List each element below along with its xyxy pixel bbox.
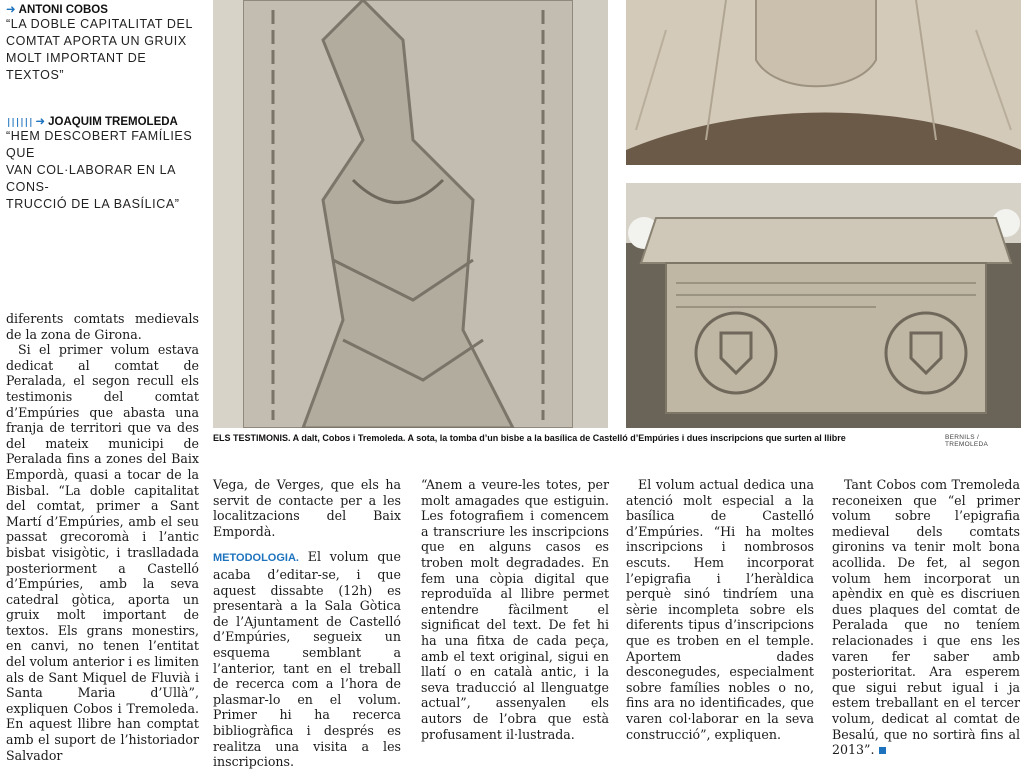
paragraph: “Anem a veure-les totes, per molt amagades que estiguin. Les fotografiem i comencem a transcriure les inscripcions que en alguns casos es troben molt degradades. En fem una còpia digital que reproduïda al llibre permet entendre fàcilment el significat del text. De fet hi ha una fitxa de cada peça, amb el text original, sigui en llatí o en català antic, i la seva traducció al llenguatge actual”, assenyalen els autors de l’obra que està profusament il·lustrada. <box>421 477 609 742</box>
arch-drawing <box>626 0 1021 165</box>
article-column-1 <box>6 311 199 763</box>
quote-tremoleda <box>6 114 206 213</box>
arrow-right-icon: ➜ <box>35 116 46 128</box>
article-column-4 <box>626 477 814 742</box>
dotted-lines-icon: |||||| <box>6 118 33 128</box>
paragraph: METODOLOGIA. El volum que acaba d’editar-se, i que aquest dissabte (12h) es presentarà a la Sala Gòtica de l’Ajuntament de Castelló d’Empúries, segueix un esquema semblant a l’anterior, tant en el treball de recerca com a l’hora de plasmar-lo en el volum. Primer hi ha recerca bibliogràfica i després es realitza una visita a les inscripcions. <box>213 549 401 770</box>
article-column-2 <box>213 477 401 770</box>
quote-text: “LA DOBLE CAPITALITAT DEL COMTAT APORTA UN GRUIX MOLT IMPORTANT DE TEXTOS” <box>6 17 194 82</box>
quote-author: JOAQUIM TREMOLEDA <box>48 116 178 128</box>
paragraph: Vega, de Verges, que els ha servit de contacte per a les localitzacions del Baix Empordà. <box>213 477 401 539</box>
tomb-bishop-photo <box>213 0 608 428</box>
square-icon <box>879 747 886 754</box>
article-column-3 <box>421 477 609 742</box>
quote-author: ANTONI COBOS <box>18 4 108 16</box>
photo-credit: BERNILS / TREMOLEDA <box>945 434 989 448</box>
arch-inscription-photo <box>626 0 1021 165</box>
sarcophagus-drawing <box>626 183 1021 428</box>
paragraph: Si el primer volum estava dedicat al comtat de Peralada, el segon recull els testimonis del comtat d’Empúries que abasta una franja de territori que va des del mateix municipi de Peralada fins a zones del Baix Empordà, quasi a tocar de la Bisbal. “La doble capitalitat del comtat, primer a Sant Martí d’Empúries, amb el seu passat grecoromà i l’antic bisbat visigòtic, i traslladada posteriorment a Castelló d’Empúries, amb la seva catedral gòtica, aporta un gruix molt important de textos. Els grans monestirs, en canvi, no tenen l’entitat del volum anterior i es limiten als de Sant Miquel de Fluvià i Santa Maria d’Ullà”, expliquen Cobos i Tremoleda. En aquest llibre han comptat amb el suport de l’historiador Salvador <box>6 342 199 763</box>
paragraph: El volum actual dedica una atenció molt especial a la basílica de Castelló d’Empúries. “Hi ha moltes inscripcions i nombrosos escuts. Hem incorporat l’epigrafia i l’heràldica perquè sinó tindríem una sèrie incompleta sobre els diferents tipus d’inscripcions que es troben en el temple. Aportem dades desconegudes, especialment sobre famílies nobles o no, fins ara no identificades, que varen col·laborar en la seva construcció”, expliquen. <box>626 477 814 742</box>
tomb-slab-drawing <box>213 0 608 428</box>
paragraph: diferents comtats medievals de la zona de Girona. <box>6 311 199 342</box>
section-heading: METODOLOGIA. <box>213 552 299 565</box>
arrow-right-icon: ➜ <box>6 4 16 16</box>
sarcophagus-photo <box>626 183 1021 428</box>
quote-text: “HEM DESCOBERT FAMÍLIES QUE VAN COL·LABORAR EN LA CONS- TRUCCIÓ DE LA BASÍLICA” <box>6 129 193 211</box>
quote-cobos <box>6 2 206 84</box>
photo-caption: ELS TESTIMONIS. A dalt, Cobos i Tremoleda. A sota, la tomba d’un bisbe a la basílica de Castelló d’Empúries i dues inscripcions que surten al llibre <box>213 433 846 443</box>
paragraph: Tant Cobos com Tremoleda reconeixen que “el primer volum sobre l’epigrafia medieval dels comtats gironins va tenir molt bona acollida. De fet, al segon volum hem incorporat un apèndix en què es discriuen dues plaques del comtat de Peralada que no teníem relacionades i que ens les varen fer saber amb posterioritat. Ara esperem que sigui rebut igual i ja estem treballant en el tercer volum, dedicat al comtat de Besalú, que no sortirà fins al 2013”. <box>832 477 1020 758</box>
article-column-5 <box>832 477 1020 758</box>
